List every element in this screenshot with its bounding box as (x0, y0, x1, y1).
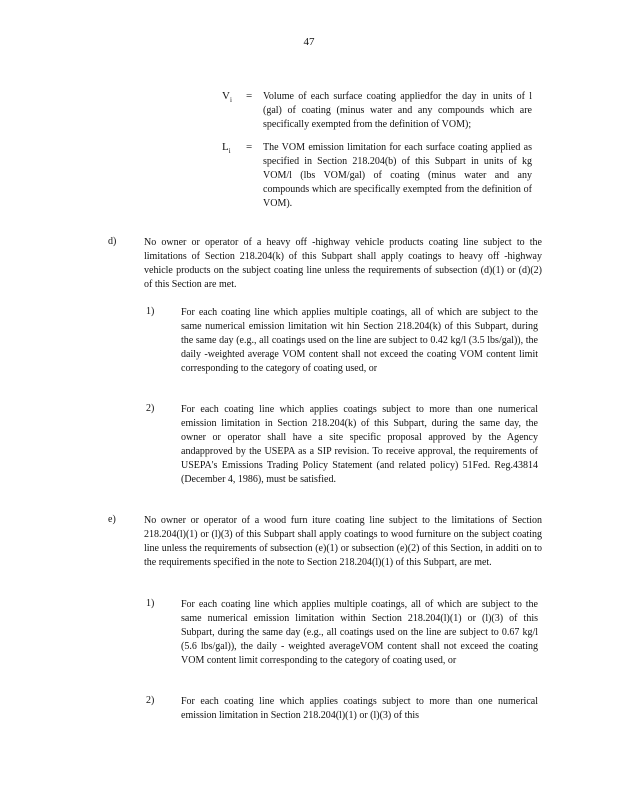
definition-equals: = (246, 141, 253, 153)
paragraph-text: No owner or operator of a wood furn iture coating line subject to the limitations of Section 218.204(l)(1) or (l)(3) of this Subpart shall apply coatings to wood furniture on the subject coating line unless the requirements of subsection (e)(1) or subsection (e)(2) of this Section, in additi on to the requirements specified in the note to Section 218.204(l)(1) of this Subpart, are met. (144, 515, 542, 568)
subsection-marker: 1) (146, 598, 155, 609)
paragraph-marker: e) (108, 514, 116, 525)
subsection-e1 (146, 598, 538, 668)
paragraph-e (108, 514, 542, 570)
subsection-text: For each coating line which applies multiple coatings, all of which are subject to the same numerical emission limitation wit hin Section 218.204(k) of this Subpart, during the same day (e.g., all coatings used on the line are subject to 0.42 kg/l (3.5 lbs/gal)), the daily -weighted average VOM content shall not exceed the coating VOM content limit corresponding to the category of coating used, or (181, 307, 538, 374)
subsection-marker: 1) (146, 306, 155, 317)
subsection-marker: 2) (146, 695, 155, 706)
definition-text: The VOM emission limitation for each surface coating applied as specified in Section 218.204(b) of this Subpart in units of kg VOM/l (lbs VOM/gal) of coating (minus water and any compounds which are specifically exempted from the definition of VOM). (263, 142, 532, 209)
definition-vi (222, 90, 532, 132)
paragraph-text: No owner or operator of a heavy off -highway vehicle products coating line subject to the limitations of Section 218.204(k) of this Subpart shall apply coatings to heavy off -highway vehicle products on the subject coating line unless the requirements of subsection (d)(1) or (d)(2) of this Section are met. (144, 237, 542, 290)
paragraph-marker: d) (108, 236, 117, 247)
variable-definitions (222, 90, 532, 220)
subsection-text: For each coating line which applies multiple coatings, all of which are subject to the same numerical emission limitation within Section 218.204(l)(1) or (l)(3) of this Subpart, during the same day (e.g., all coatings used on the line are subject to 0.67 kg/l (5.6 lbs/gal)), the daily - weighted averageVOM content shall not exceed the coating VOM content limit corresponding to the category of coating used, or (181, 599, 538, 666)
definition-li (222, 141, 532, 211)
subsection-text: For each coating line which applies coatings subject to more than one numerical emission limitation in Section 218.204(k) of this Subpart, during the same day, the owner or operator shall have a site specific proposal approved by the Agency andapproved by the USEPA as a SIP revision. To receive approval, the requirements of USEPA's Emissions Trading Policy Statement (and related policy) 51Fed. Reg.43814 (December 4, 1986), must be satisfied. (181, 404, 538, 485)
subsection-text: For each coating line which applies coatings subject to more than one numerical emission limitation in Section 218.204(l)(1) or (l)(3) of this (181, 696, 538, 721)
subsection-d2 (146, 403, 538, 487)
subsection-e2 (146, 695, 538, 723)
definition-symbol: $V_i$ (222, 90, 232, 105)
paragraph-d (108, 236, 542, 292)
definition-symbol: $L_i$ (222, 141, 231, 156)
definition-text: Volume of each surface coating appliedfor the day in units of l (gal) of coating (minus water and any compounds which are specifically exempted from the definition of VOM); (263, 91, 532, 130)
subsection-d1 (146, 306, 538, 376)
page-number: 47 (303, 36, 315, 48)
definition-equals: = (246, 90, 253, 102)
subsection-marker: 2) (146, 403, 155, 414)
